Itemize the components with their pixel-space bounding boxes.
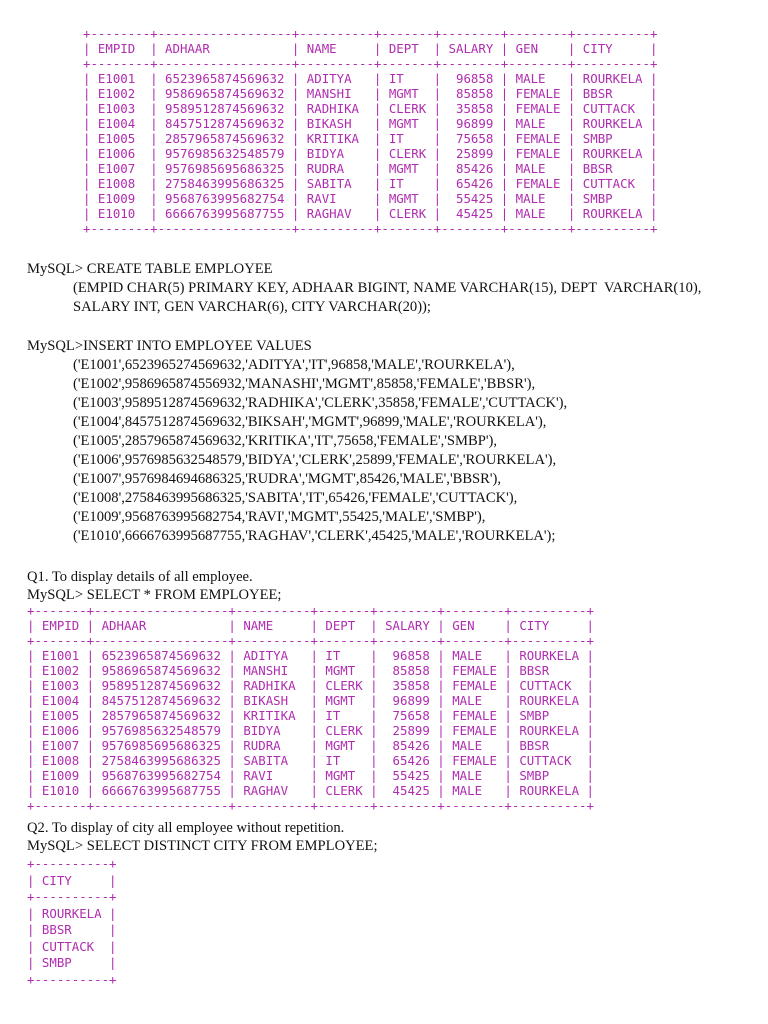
create-statement-line2: (EMPID CHAR(5) PRIMARY KEY, ADHAAR BIGINT, NAME VARCHAR(15), DEPT VARCHAR(10), <box>73 280 702 296</box>
table-row: | E1002 | 9586965874569632 | MANSHI | MGMT | 85858 | FEMALE | BBSR | <box>83 86 658 101</box>
table-row: | E1005 | 2857965874569632 | KRITIKA | IT | 75658 | FEMALE | SMBP | <box>27 708 594 723</box>
table-row: | E1005 | 2857965874569632 | KRITIKA | IT | 75658 | FEMALE | SMBP | <box>83 131 658 146</box>
insert-values-row: ('E1002',9586965874556932,'MANASHI','MGMT',85858,'FEMALE','BBSR'), <box>73 376 536 392</box>
table-row: | CUTTACK | <box>27 938 117 954</box>
insert-values-row: ('E1004',8457512874569632,'BIKSAH','MGMT',96899,'MALE','ROURKELA'), <box>73 414 547 430</box>
insert-values-row: ('E1008',2758463995686325,'SABITA','IT',65426,'FEMALE','CUTTACK'), <box>73 490 518 506</box>
result-table-top <box>83 26 657 236</box>
table-border: +----------+ <box>27 889 117 904</box>
table-row: | BBSR | <box>27 922 117 937</box>
table-row: | E1002 | 9586965874569632 | MANSHI | MGMT | 85858 | FEMALE | BBSR | <box>27 663 594 678</box>
table-row: | E1008 | 2758463995686325 | SABITA | IT | 65426 | FEMALE | CUTTACK | <box>27 753 594 768</box>
insert-values-row: ('E1001',6523965274569632,'ADITYA','IT',96858,'MALE','ROURKELA'), <box>73 357 515 373</box>
table-header: | EMPID | ADHAAR | NAME | DEPT | SALARY | GEN | CITY | <box>83 41 658 56</box>
create-statement-line1: MySQL> CREATE TABLE EMPLOYEE <box>27 261 273 277</box>
table-border: +-------+------------------+----------+-------+--------+--------+----------+ <box>27 798 594 813</box>
table-header: | EMPID | ADHAAR | NAME | DEPT | SALARY | GEN | CITY | <box>27 618 594 633</box>
table-row: | E1007 | 9576985695686325 | RUDRA | MGMT | 85426 | MALE | BBSR | <box>27 738 594 753</box>
q1-query: MySQL> SELECT * FROM EMPLOYEE; <box>27 587 282 603</box>
table-border: +-------+------------------+----------+-------+--------+--------+----------+ <box>27 633 594 648</box>
table-row: | E1009 | 9568763995682754 | RAVI | MGMT | 55425 | MALE | SMBP | <box>27 768 594 783</box>
table-header: | CITY | <box>27 872 117 888</box>
table-row: | E1009 | 9568763995682754 | RAVI | MGMT | 55425 | MALE | SMBP | <box>83 191 658 206</box>
table-row: | ROURKELA | <box>27 905 117 921</box>
table-row: | E1003 | 9589512874569632 | RADHIKA | CLERK | 35858 | FEMALE | CUTTACK | <box>83 101 658 116</box>
table-row: | E1006 | 9576985632548579 | BIDYA | CLERK | 25899 | FEMALE | ROURKELA | <box>83 146 658 161</box>
table-border: +--------+------------------+----------+-------+--------+--------+----------+ <box>83 56 658 71</box>
insert-values-row: ('E1006',9576985632548579,'BIDYA','CLERK',25899,'FEMALE','ROURKELA'), <box>73 452 557 468</box>
table-border: +--------+------------------+----------+-------+--------+--------+----------+ <box>83 26 658 41</box>
insert-values-row: ('E1005',2857965874569632,'KRITIKA','IT',75658,'FEMALE','SMBP'), <box>73 433 497 449</box>
result-table-q2 <box>27 856 117 988</box>
table-border: +-------+------------------+----------+-------+--------+--------+----------+ <box>27 603 594 618</box>
table-row: | E1004 | 8457512874569632 | BIKASH | MGMT | 96899 | MALE | ROURKELA | <box>27 693 594 708</box>
table-row: | E1008 | 2758463995686325 | SABITA | IT | 65426 | FEMALE | CUTTACK | <box>83 176 658 191</box>
table-row: | E1010 | 6666763995687755 | RAGHAV | CLERK | 45425 | MALE | ROURKELA | <box>27 783 594 798</box>
table-border: +--------+------------------+----------+-------+--------+--------+----------+ <box>83 221 658 236</box>
q2-question: Q2. To display of city all employee without repetition. <box>27 820 345 836</box>
insert-values-row: ('E1009',9568763995682754,'RAVI','MGMT',55425,'MALE','SMBP'), <box>73 509 486 525</box>
table-row: | E1007 | 9576985695686325 | RUDRA | MGMT | 85426 | MALE | BBSR | <box>83 161 658 176</box>
table-row: | E1001 | 6523965874569632 | ADITYA | IT | 96858 | MALE | ROURKELA | <box>27 648 594 663</box>
insert-statement-line1: MySQL>INSERT INTO EMPLOYEE VALUES <box>27 338 312 354</box>
table-row: | SMBP | <box>27 955 117 970</box>
insert-values-row: ('E1003',9589512874569632,'RADHIKA','CLERK',35858,'FEMALE','CUTTACK'), <box>73 395 568 411</box>
table-border: +----------+ <box>27 856 117 871</box>
table-row: | E1001 | 6523965874569632 | ADITYA | IT | 96858 | MALE | ROURKELA | <box>83 71 658 86</box>
table-row: | E1004 | 8457512874569632 | BIKASH | MGMT | 96899 | MALE | ROURKELA | <box>83 116 658 131</box>
q1-question: Q1. To display details of all employee. <box>27 569 253 585</box>
result-table-q1 <box>27 603 594 813</box>
insert-values-row: ('E1007',9576984694686325,'RUDRA','MGMT',85426,'MALE','BBSR'), <box>73 471 502 487</box>
table-row: | E1003 | 9589512874569632 | RADHIKA | CLERK | 35858 | FEMALE | CUTTACK | <box>27 678 594 693</box>
table-row: | E1010 | 6666763995687755 | RAGHAV | CLERK | 45425 | MALE | ROURKELA | <box>83 206 658 221</box>
insert-values-row: ('E1010',6666763995687755,'RAGHAV','CLERK',45425,'MALE','ROURKELA'); <box>73 528 556 544</box>
create-statement-line3: SALARY INT, GEN VARCHAR(6), CITY VARCHAR(20)); <box>73 299 431 315</box>
table-border: +----------+ <box>27 971 117 987</box>
table-row: | E1006 | 9576985632548579 | BIDYA | CLERK | 25899 | FEMALE | ROURKELA | <box>27 723 594 738</box>
q2-query: MySQL> SELECT DISTINCT CITY FROM EMPLOYEE; <box>27 838 378 854</box>
